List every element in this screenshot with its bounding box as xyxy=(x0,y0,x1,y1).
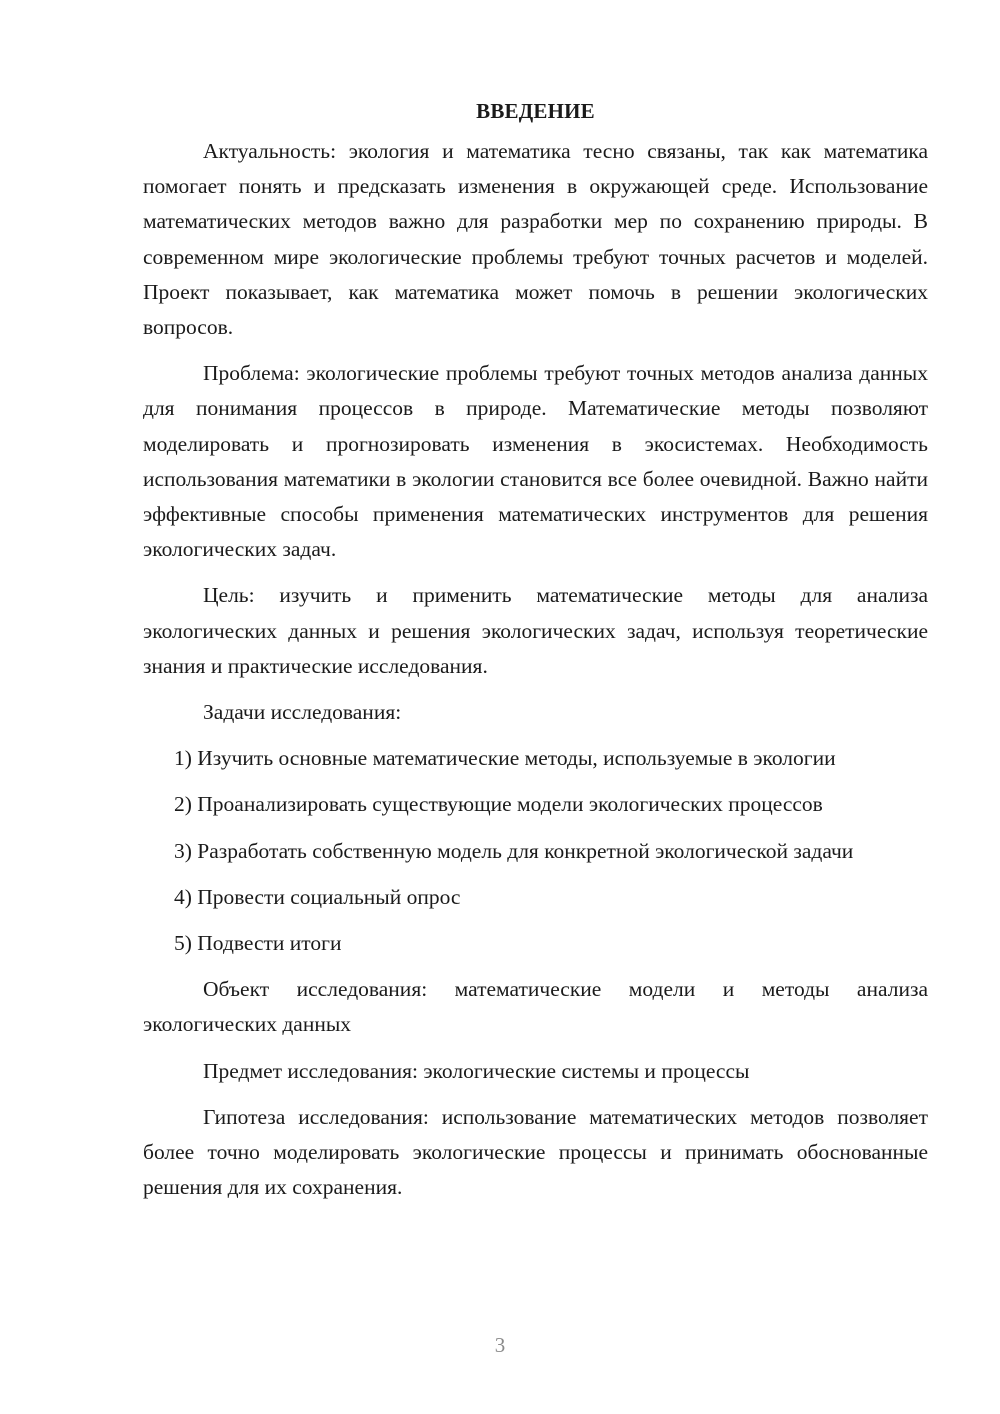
relevance-paragraph: Актуальность: экология и математика тесно связаны, так как математика помогает понять и предсказать изменения в окружающей среде. Использование математических методов важно для разработки мер по сохранению природы. В современном мире экологические проблемы требуют точных расчетов и моделей. Проект показывает, как математика может помочь в решении экологических вопросов. xyxy=(143,139,928,340)
tasks-heading: Задачи исследования: xyxy=(203,700,402,725)
hypothesis-paragraph: Гипотеза исследования: использование математических методов позволяет более точно моделировать экологические процессы и принимать обоснованные решения для их сохранения. xyxy=(143,1104,928,1200)
task-item-3: 3) Разработать собственную модель для конкретной экологической задачи xyxy=(174,838,854,863)
section-title: ВВЕДЕНИЕ xyxy=(476,99,595,123)
document-page xyxy=(143,96,928,1205)
task-item-1: 1) Изучить основные математические методы, используемые в экологии xyxy=(174,746,836,771)
task-item-2: 2) Проанализировать существующие модели экологических процессов xyxy=(174,792,823,817)
task-item-4: 4) Провести социальный опрос xyxy=(174,884,461,909)
goal-paragraph: Цель: изучить и применить математические методы для анализа экологических данных и решения экологических задач, используя теоретические знания и практические исследования. xyxy=(143,583,928,678)
object-paragraph: Объект исследования: математические модели и методы анализа экологических данных xyxy=(143,977,928,1037)
subject-paragraph: Предмет исследования: экологические системы и процессы xyxy=(203,1058,750,1083)
task-item-5: 5) Подвести итоги xyxy=(174,931,342,956)
page-number: 3 xyxy=(494,1333,506,1357)
problem-paragraph: Проблема: экологические проблемы требуют точных методов анализа данных для понимания процессов в природе. Математические методы позволяют моделировать и прогнозировать изменения в экосистемах. Необходимость использования математики в экологии становится все более очевидной. Важно найти эффективные способы применения математических инструментов для решения экологических задач. xyxy=(143,361,928,562)
